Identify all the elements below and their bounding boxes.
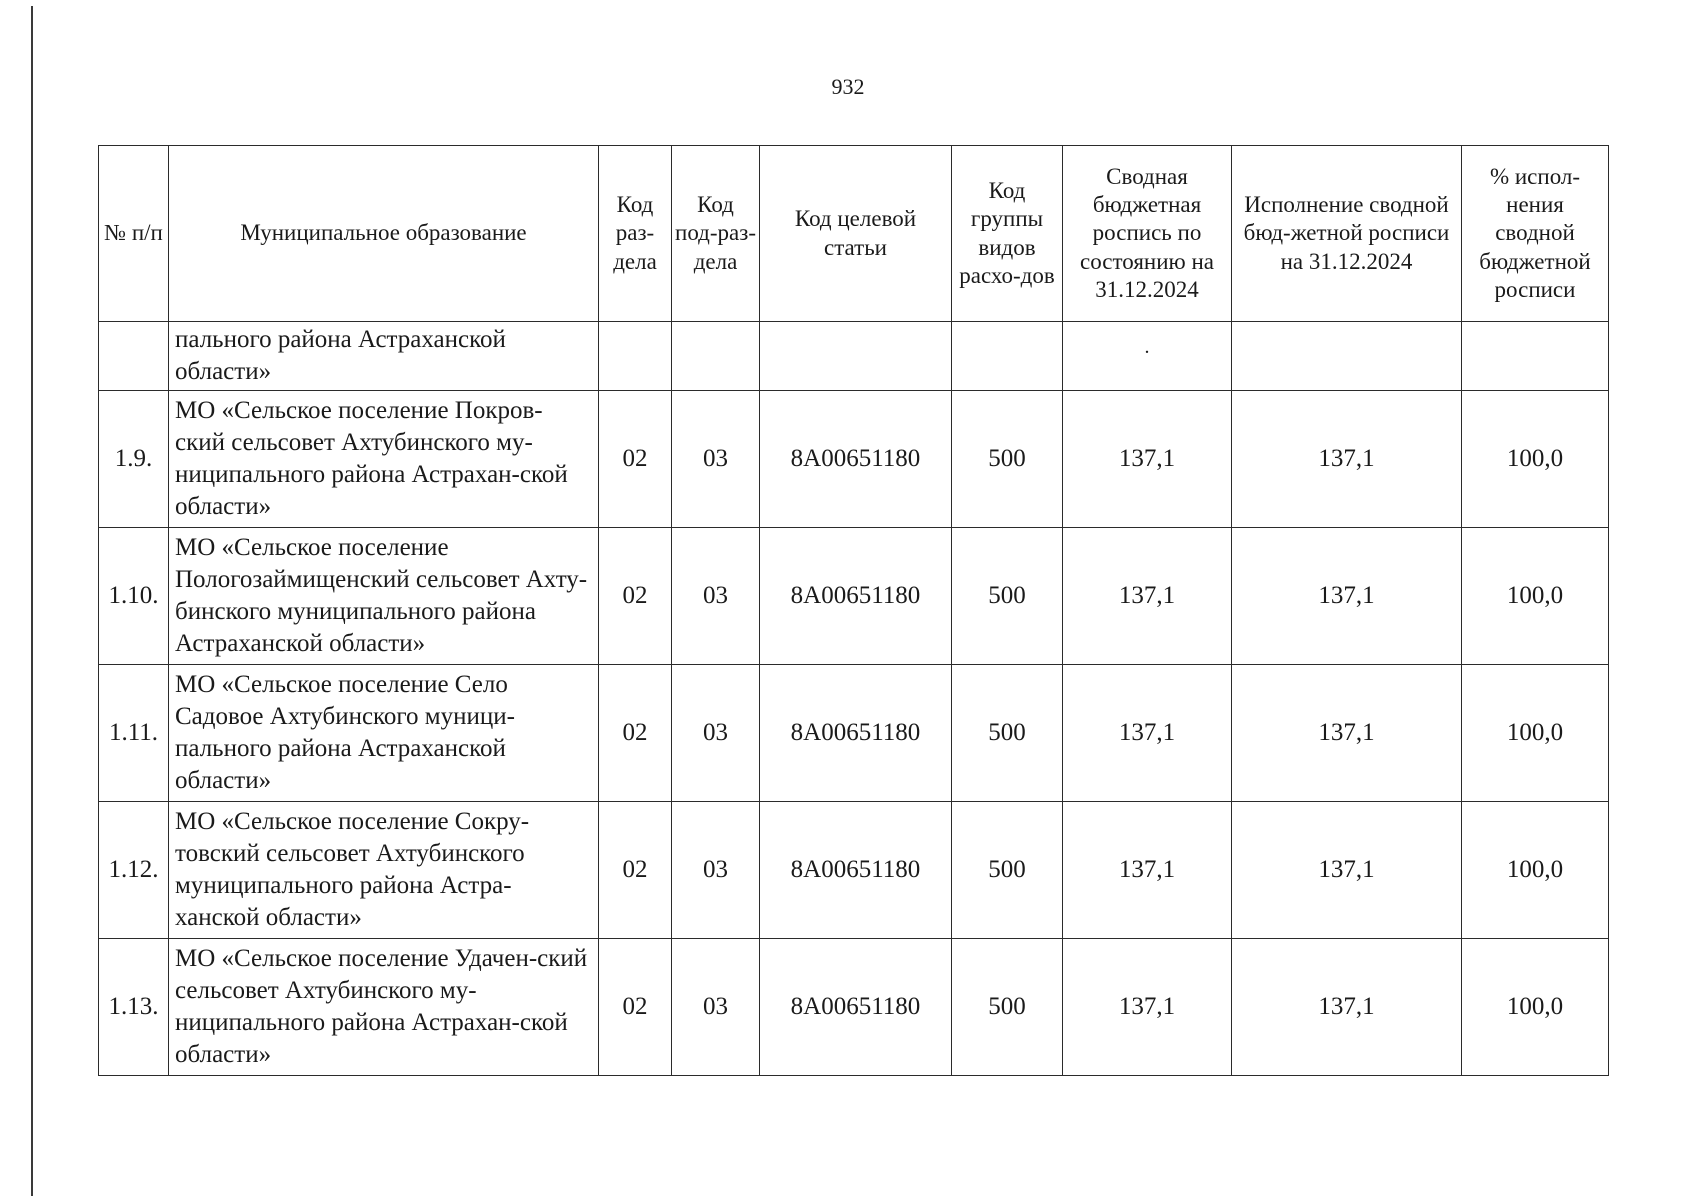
header-target: Код целевой статьи xyxy=(760,146,952,322)
cell-target: 8А00651180 xyxy=(760,391,952,528)
table-row xyxy=(99,528,1609,665)
header-row xyxy=(99,146,1609,322)
table-row xyxy=(99,939,1609,1076)
cell-section xyxy=(599,322,672,391)
cell-percent: 100,0 xyxy=(1462,391,1609,528)
header-num: № п/п xyxy=(99,146,169,322)
cell-expense-group: 500 xyxy=(952,939,1063,1076)
cell-target: 8А00651180 xyxy=(760,939,952,1076)
cell-section: 02 xyxy=(599,802,672,939)
page-number: 932 xyxy=(831,74,865,99)
cell-mo: МО «Сельское поселение Удачен-ский сельсовет Ахтубинского му-ниципального района Астрахан-ской области» xyxy=(169,939,599,1076)
cell-section: 02 xyxy=(599,665,672,802)
cell-mo: МО «Сельское поселение Сокру-товский сельсовет Ахтубинского муниципального района Астра-ханской области» xyxy=(169,802,599,939)
cell-target: 8А00651180 xyxy=(760,802,952,939)
cell-expense-group: 500 xyxy=(952,665,1063,802)
cell-num: 1.13. xyxy=(99,939,169,1076)
cell-target: 8А00651180 xyxy=(760,528,952,665)
cell-percent xyxy=(1462,322,1609,391)
cell-mo: пального района Астраханской области» xyxy=(169,322,599,391)
table-row xyxy=(99,665,1609,802)
cell-expense-group: 500 xyxy=(952,391,1063,528)
cell-mo: МО «Сельское поселение Покров-ский сельсовет Ахтубинского му-ниципального района Астрахан-ской области» xyxy=(169,391,599,528)
header-plan: Сводная бюджетная роспись по состоянию на 31.12.2024 xyxy=(1063,146,1232,322)
cell-plan: 137,1 xyxy=(1063,939,1232,1076)
cell-plan: 137,1 xyxy=(1063,665,1232,802)
cell-percent: 100,0 xyxy=(1462,802,1609,939)
cell-actual: 137,1 xyxy=(1232,528,1462,665)
cell-plan: 137,1 xyxy=(1063,802,1232,939)
cell-percent: 100,0 xyxy=(1462,528,1609,665)
cell-subsection xyxy=(672,322,760,391)
header-mo: Муниципальное образование xyxy=(169,146,599,322)
scan-edge-line xyxy=(31,6,33,1196)
cell-expense-group: 500 xyxy=(952,528,1063,665)
cell-subsection: 03 xyxy=(672,939,760,1076)
cell-num xyxy=(99,322,169,391)
cell-subsection: 03 xyxy=(672,665,760,802)
cell-num: 1.10. xyxy=(99,528,169,665)
continued-row xyxy=(99,322,1609,391)
cell-expense-group: 500 xyxy=(952,802,1063,939)
header-actual: Исполнение сводной бюд-жетной росписи на 31.12.2024 xyxy=(1232,146,1462,322)
cell-section: 02 xyxy=(599,391,672,528)
header-expense-group: Код группы видов расхо-дов xyxy=(952,146,1063,322)
cell-target: 8А00651180 xyxy=(760,665,952,802)
scan-mark: . xyxy=(1144,335,1150,358)
cell-plan: 137,1 xyxy=(1063,528,1232,665)
header-percent: % испол-нения сводной бюджетной росписи xyxy=(1462,146,1609,322)
cell-section: 02 xyxy=(599,528,672,665)
cell-actual: 137,1 xyxy=(1232,665,1462,802)
cell-actual: 137,1 xyxy=(1232,802,1462,939)
cell-subsection: 03 xyxy=(672,802,760,939)
header-subsection: Код под-раз-дела xyxy=(672,146,760,322)
cell-actual: 137,1 xyxy=(1232,391,1462,528)
table-row xyxy=(99,391,1609,528)
cell-target xyxy=(760,322,952,391)
cell-mo: МО «Сельское поселение Пологозаймищенский сельсовет Ахту-бинского муниципального района Астраханской области» xyxy=(169,528,599,665)
cell-num: 1.12. xyxy=(99,802,169,939)
cell-plan: 137,1 xyxy=(1063,391,1232,528)
table-row xyxy=(99,802,1609,939)
cell-percent: 100,0 xyxy=(1462,939,1609,1076)
cell-num: 1.9. xyxy=(99,391,169,528)
cell-mo: МО «Сельское поселение Село Садовое Ахтубинского муници-пального района Астраханской области» xyxy=(169,665,599,802)
cell-num: 1.11. xyxy=(99,665,169,802)
cell-actual xyxy=(1232,322,1462,391)
cell-expense-group xyxy=(952,322,1063,391)
cell-section: 02 xyxy=(599,939,672,1076)
cell-subsection: 03 xyxy=(672,528,760,665)
cell-plan xyxy=(1063,322,1232,391)
header-section: Код раз-дела xyxy=(599,146,672,322)
budget-table xyxy=(98,145,1609,1076)
cell-percent: 100,0 xyxy=(1462,665,1609,802)
cell-actual: 137,1 xyxy=(1232,939,1462,1076)
cell-subsection: 03 xyxy=(672,391,760,528)
